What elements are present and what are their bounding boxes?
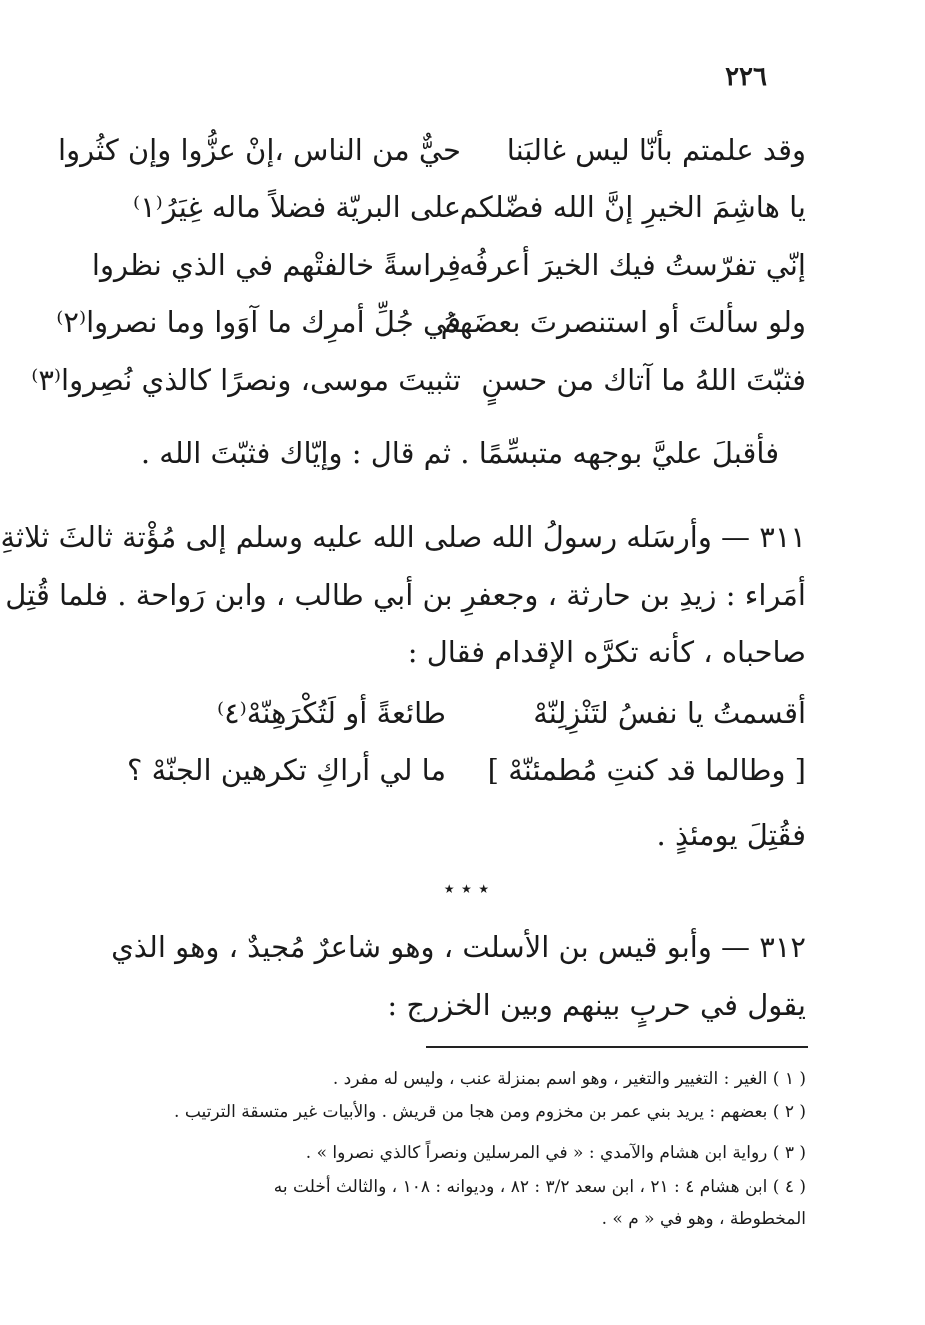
verse-row [116, 182, 806, 232]
verse-second-hemistich: طائعةً أو لَتُكْرَهِنّهْ⁽٤⁾ [216, 696, 446, 730]
section-separator: ٭ ٭ ٭ [443, 876, 490, 900]
page-number: ٢٢٦ [725, 62, 767, 92]
verse-row [56, 297, 806, 347]
verse-row [31, 355, 806, 405]
verse-row [116, 688, 806, 738]
footnote-divider [426, 1046, 808, 1048]
verse-second-hemistich: فِراسةً خالفتْهم في الذي نظروا [91, 248, 461, 282]
footnote: ( ١ ) الغير : التغيير والتغير ، وهو اسم بمنزلة عنب ، وليس له مفرد . [332, 1069, 806, 1089]
verse-first-hemistich: أقسمتُ يا نفسُ لتَنْزِلِنّهْ [533, 696, 806, 730]
verse-second-hemistich: في جُلِّ أمرِك ما آوَوا وما نصروا⁽٢⁾ [56, 305, 461, 339]
verse-row [116, 745, 806, 795]
footnote: ( ٤ ) ابن هشام ٤ : ٢١ ، ابن سعد ٣/٢ : ٨٢ ، وديوانه : ١٠٨ ، والثالث أخلت به [273, 1177, 806, 1197]
verse-second-hemistich: ما لي أراكِ تكرهين الجنّهْ ؟ [127, 753, 446, 787]
verse-second-hemistich: حيٌّ من الناس ،إنْ عزُّوا وإن كثُروا [58, 133, 461, 167]
verse-first-hemistich: إنّي تفرّستُ فيك الخيرَ أعرفُه [459, 248, 806, 282]
verse-first-hemistich: وقد علمتم بأنّا ليس غالبَنا [506, 133, 806, 167]
paragraph-311-line: أمَراء : زيدِ بن حارثة ، وجعفرِ بن أبي طالب ، وابن رَواحة . فلما قُتِل [5, 578, 806, 612]
verse-first-hemistich: [ وطالما قد كنتِ مُطمئنّهْ ] [487, 753, 806, 787]
footnote: ( ٢ ) بعضهم : يريد بني عمر بن مخزوم ومن هجا من قريش . والأبيات غير متسقة الترتيب . [174, 1102, 806, 1122]
verse-row [58, 125, 806, 175]
verse-second-hemistich: على البريّة فضلاً ماله غِيَرُ⁽١⁾ [132, 190, 461, 224]
paragraph-312-line: ٣١٢ — وأبو قيس بن الأسلت ، وهو شاعرٌ مُجيدٌ ، وهو الذي [111, 930, 806, 964]
verse-first-hemistich: يا هاشِمَ الخيرِ إنَّ الله فضّلكم [459, 190, 806, 224]
verse-second-hemistich: تثبيتَ موسى، ونصرًا كالذي نُصِروا⁽٣⁾ [31, 363, 461, 397]
paragraph-312-line: يقول في حربٍ بينهم وبين الخزرج : [387, 988, 806, 1022]
verse-first-hemistich: ولو سألتَ أو استنصرتَ بعضَهمُ [440, 305, 806, 339]
narrative-line: فقُتِلَ يومئذٍ . [656, 818, 806, 852]
narrative-line: فأقبلَ عليَّ بوجهه متبسِّمًا . ثم قال : وإيّاك فثبّتَ الله . [140, 436, 780, 470]
footnote: المخطوطة ، وهو في « م » . [601, 1209, 806, 1229]
verse-first-hemistich: فثبّتَ اللهُ ما آتاك من حسنٍ [481, 363, 806, 397]
paragraph-311-line: ٣١١ — وأرسَله رسولُ الله صلى الله عليه وسلم إلى مُؤْتة ثالثَ ثلاثةِ [0, 520, 806, 554]
footnote: ( ٣ ) رواية ابن هشام والآمدي : « في المرسلين ونصراً كالذي نصروا » . [305, 1143, 806, 1163]
paragraph-311-line: صاحباه ، كأنه تكرَّه الإقدام فقال : [407, 635, 806, 669]
verse-row [91, 240, 806, 290]
